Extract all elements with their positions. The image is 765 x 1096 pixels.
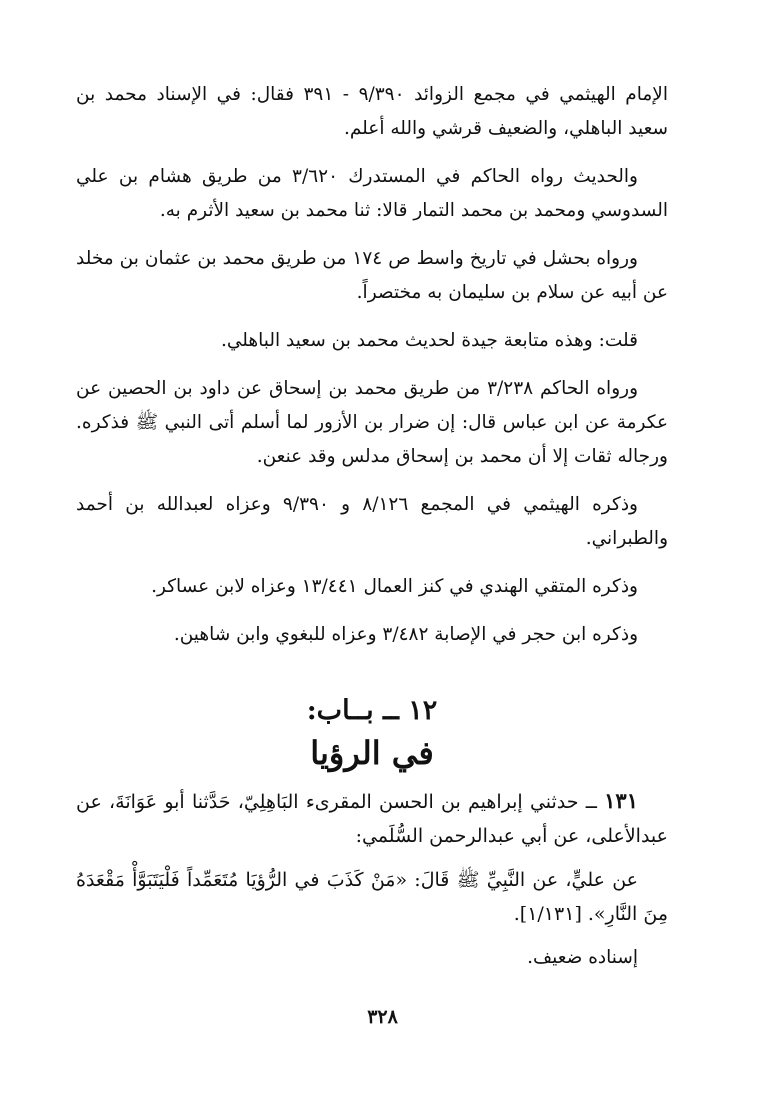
page-number: ٣٢٨	[367, 1006, 398, 1028]
chapter-title: في الرؤيا	[310, 734, 434, 772]
paragraph-3: ورواه بحشل في تاريخ واسط ص ١٧٤ من طريق محمد بن عثمان بن مخلد عن أبيه عن سلام بن سليمان به مختصراً.	[76, 248, 668, 303]
hadith-isnad: ــ حدثني إبراهيم بن الحسن المقرىء البَاهِلِيّ، حَدَّثنا أبو عَوَانَةَ، عن عبدالأعلى، عن أبي عبدالرحمن السُّلَمي:	[76, 791, 668, 847]
paragraph-8: وذكره ابن حجر في الإصابة ٣/٤٨٢ وعزاه للبغوي وابن شاهين.	[173, 624, 638, 645]
chapter-heading	[76, 692, 668, 776]
hadith-chain	[76, 784, 668, 853]
paragraph-2: والحديث رواه الحاكم في المستدرك ٣/٦٢٠ من طريق هشام بن علي السدوسي ومحمد بن محمد التمار قالا: ثنا محمد بن سعيد الأثرم به.	[76, 166, 668, 221]
hadith-grading: إسناده ضعيف.	[527, 947, 638, 968]
paragraph-5: ورواه الحاكم ٣/٢٣٨ من طريق محمد بن إسحاق عن داود بن الحصين عن عكرمة عن ابن عباس قال: إن ضرار بن الأزور لما أسلم أتى النبي ﷺ فذكره. ورجاله ثقات إلا أن محمد بن إسحاق مدلس وقد عنعن.	[76, 378, 668, 467]
paragraph-7: وذكره المتقي الهندي في كنز العمال ١٣/٤٤١ وعزاه لابن عساكر.	[151, 576, 638, 597]
hadith-text: عن عليٍّ، عن النَّبِيِّ ﷺ قَالَ: «مَنْ كَذَبَ في الرُّؤيَا مُتَعَمِّداً فَلْيَتَبَوَّأْ مَقْعَدَهُ مِنَ النَّارِ». [١/١٣١].	[76, 869, 668, 925]
page-body	[76, 78, 668, 975]
chapter-number: ١٢ ــ بــاب:	[306, 695, 438, 726]
paragraph-4: قلت: وهذه متابعة جيدة لحديث محمد بن سعيد الباهلي.	[220, 330, 638, 351]
paragraph-1: الإمام الهيثمي في مجمع الزوائد ٩/٣٩٠ - ٣٩١ فقال: في الإسناد محمد بن سعيد الباهلي، والضعيف قرشي والله أعلم.	[76, 84, 668, 139]
paragraph-6: وذكره الهيثمي في المجمع ٨/١٢٦ و ٩/٣٩٠ وعزاه لعبدالله بن أحمد والطبراني.	[76, 494, 668, 549]
hadith-number: ١٣١	[604, 788, 638, 813]
